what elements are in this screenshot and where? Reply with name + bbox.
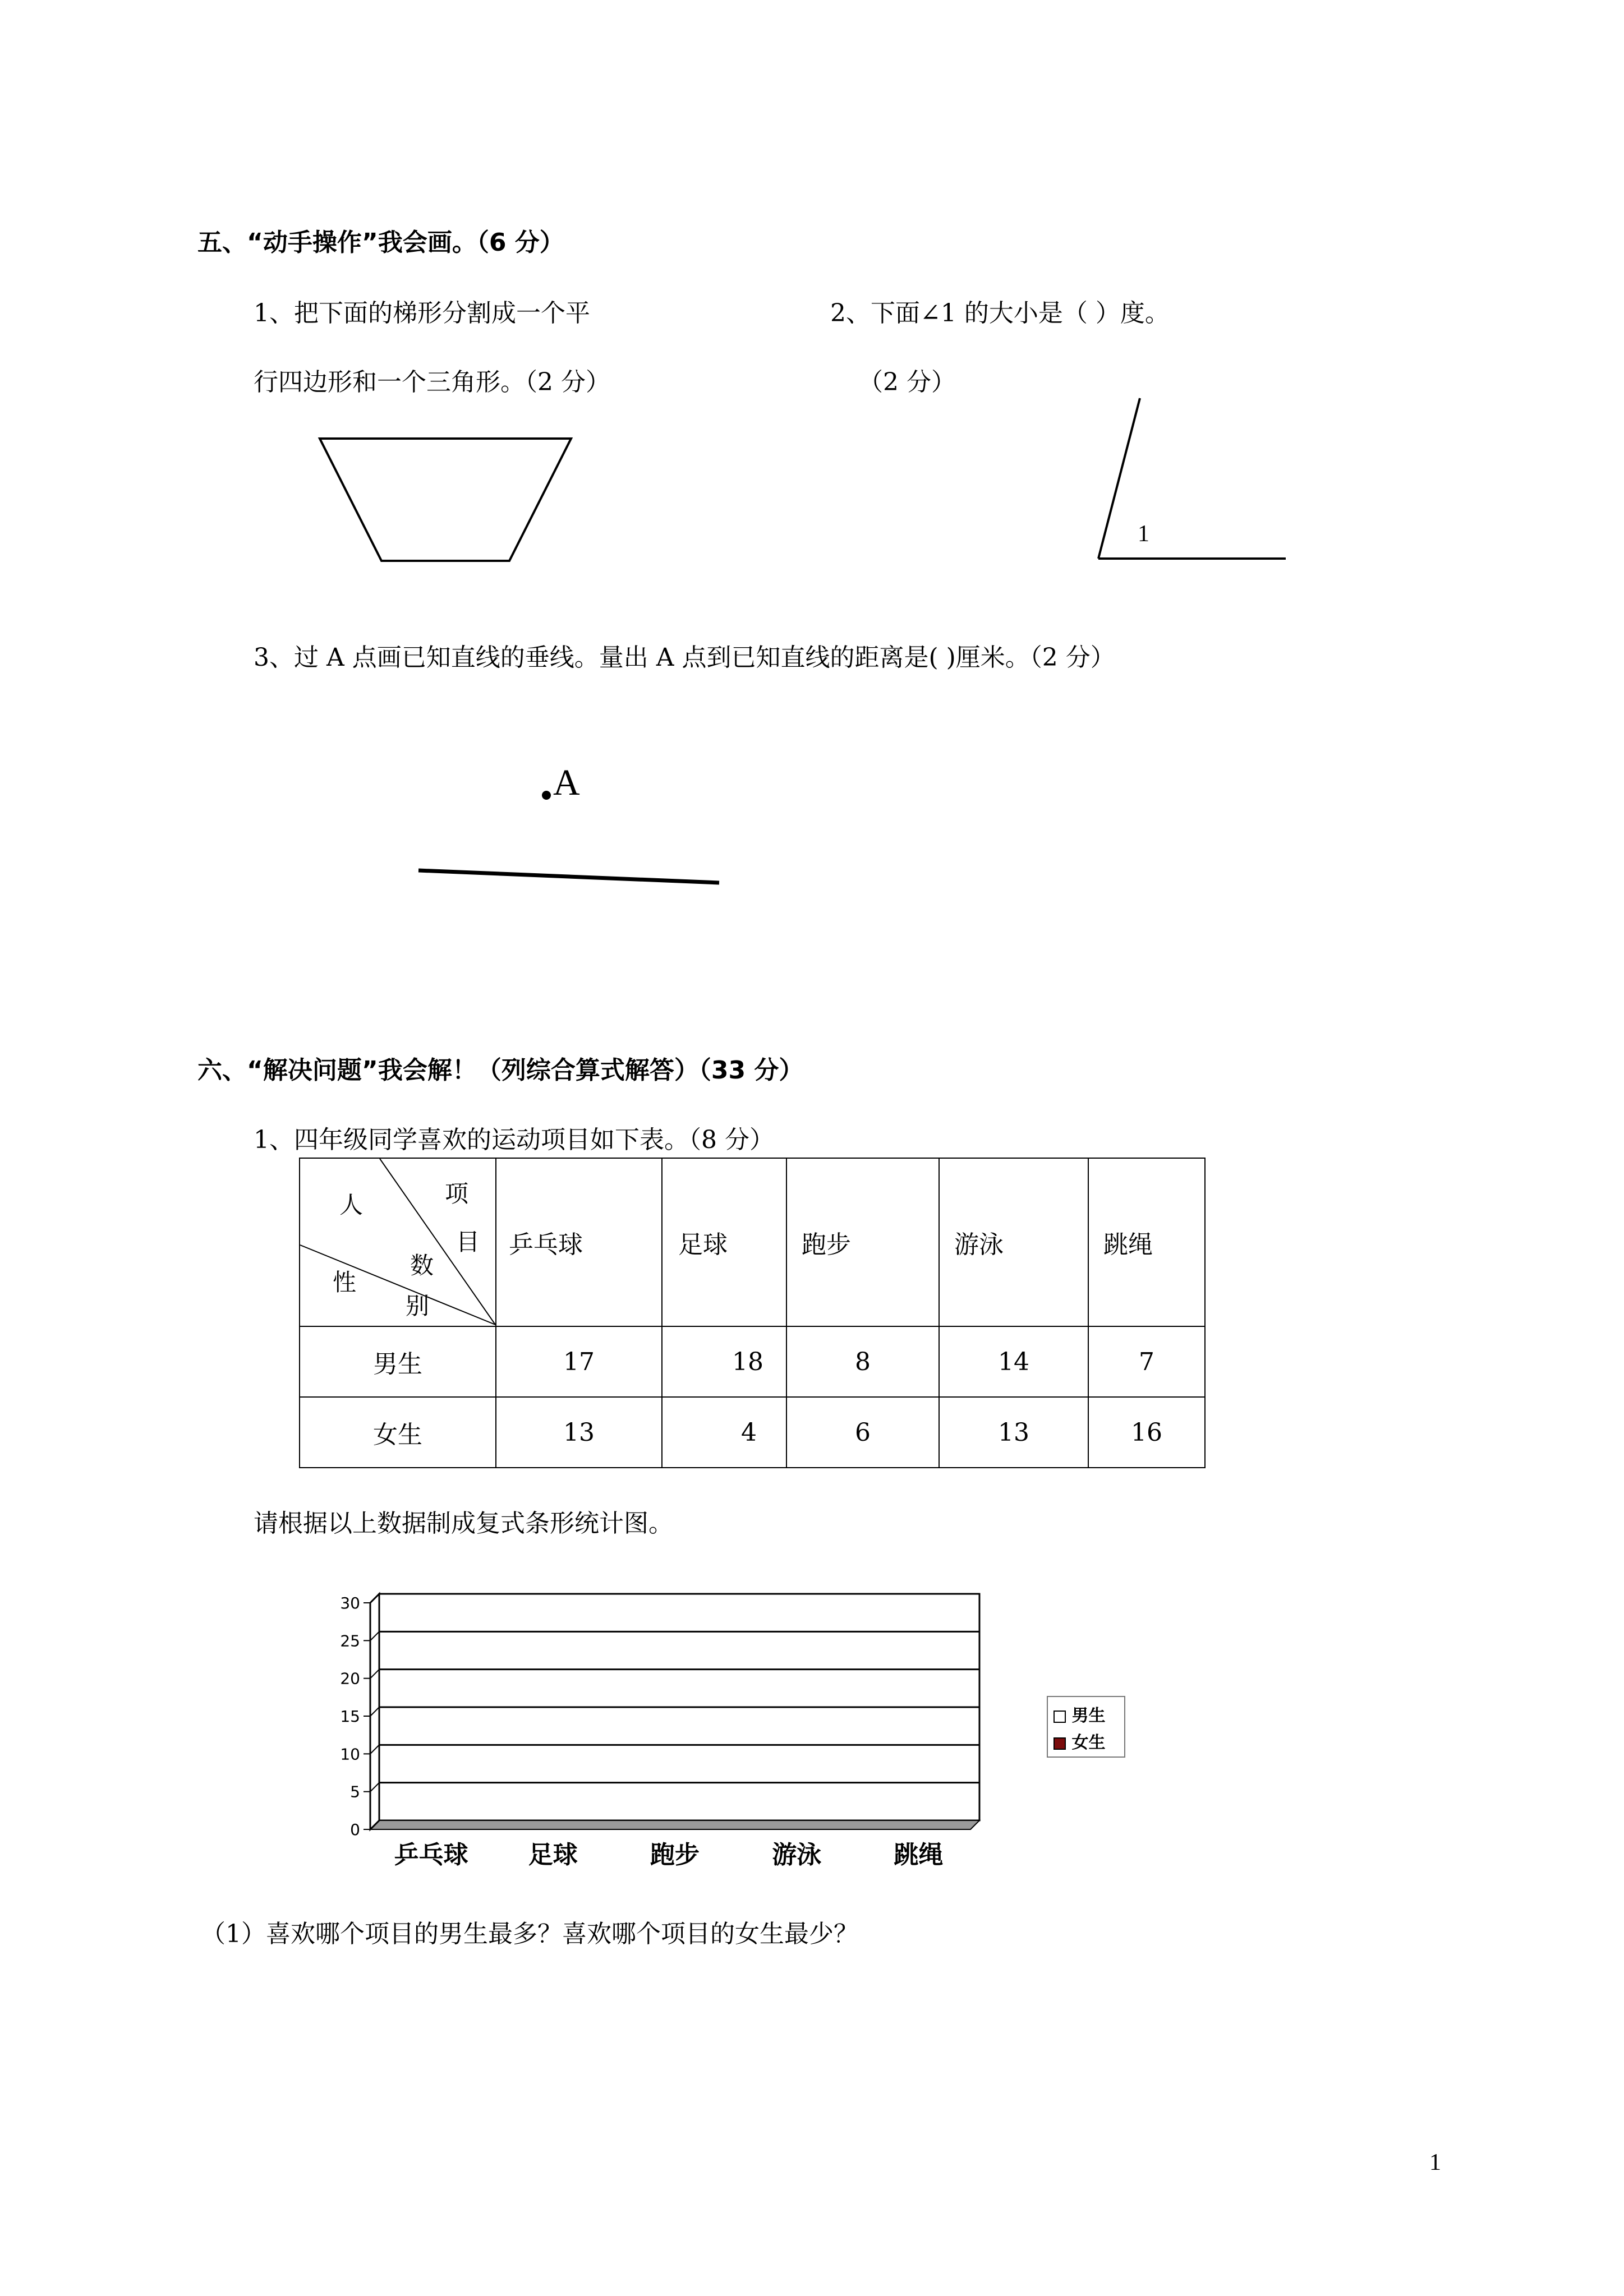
q1-line2: 行四边形和一个三角形。（2 分）	[254, 368, 610, 397]
legend-label-girls: 女生	[1071, 1733, 1106, 1753]
table-cell: 16	[1088, 1397, 1205, 1468]
y-tick-label: 10	[340, 1745, 360, 1764]
q2-line1: 2、下面∠1 的大小是（ ）度。	[830, 299, 1170, 328]
table-cell: 4	[662, 1397, 786, 1468]
q1-sport-title: 1、四年级同学喜欢的运动项目如下表。（8 分）	[254, 1126, 774, 1154]
table-cell: 7	[1088, 1326, 1205, 1397]
table-cell: 13	[939, 1397, 1088, 1468]
row-label-boys: 男生	[300, 1326, 496, 1397]
row-label-girls: 女生	[300, 1397, 496, 1468]
table-cell: 6	[786, 1397, 939, 1468]
diag-label-bie: 别	[406, 1292, 430, 1320]
x-category-label: 跳绳	[894, 1841, 944, 1869]
y-tick-label: 30	[340, 1594, 360, 1612]
col-header-football: 足球	[662, 1158, 786, 1326]
page-number: 1	[1429, 2150, 1441, 2175]
sub-question-1: （1）喜欢哪个项目的男生最多？喜欢哪个项目的女生最少？	[201, 1920, 858, 1948]
section6-title: 六、“解决问题”我会解！（列综合算式解答）（33 分）	[197, 1056, 804, 1085]
y-tick-label: 5	[350, 1782, 360, 1801]
legend-item-boys	[1053, 1702, 1105, 1726]
col-header-running: 跑步	[786, 1158, 939, 1326]
x-category-label: 跑步	[650, 1841, 700, 1869]
col-header-pingpong: 乒乓球	[496, 1158, 662, 1326]
q2-line2: （2 分）	[858, 368, 956, 397]
x-category-label: 乒乓球	[394, 1841, 468, 1869]
angle-label: 1	[1138, 521, 1149, 547]
table-cell: 14	[939, 1326, 1088, 1397]
chart-floor	[370, 1820, 979, 1829]
legend-swatch-girls	[1053, 1737, 1066, 1750]
section5-title: 五、“动手操作”我会画。（6 分）	[197, 228, 564, 257]
diag-label-xing: 性	[333, 1269, 357, 1296]
legend-item-girls	[1053, 1728, 1105, 1753]
y-tick-label: 20	[340, 1669, 360, 1688]
y-tick-label: 15	[340, 1707, 360, 1726]
point-a-label: A	[553, 762, 580, 803]
table-cell: 13	[496, 1397, 662, 1468]
diag-label-mu: 目	[456, 1228, 480, 1256]
col-header-swimming: 游泳	[939, 1158, 1088, 1326]
diag-label-xiang: 项	[445, 1180, 469, 1207]
diag-label-ren: 人	[339, 1191, 364, 1219]
x-category-label: 足球	[528, 1841, 578, 1869]
chart-legend	[1047, 1696, 1125, 1758]
q3-text: 3、过 A 点画已知直线的垂线。量出 A 点到已知直线的距离是( )厘米。（2 分）	[254, 643, 1115, 672]
table-cell: 17	[496, 1326, 662, 1397]
table-cell: 18	[662, 1326, 786, 1397]
chart-instruction: 请根据以上数据制成复式条形统计图。	[254, 1509, 673, 1538]
y-tick-label: 25	[340, 1631, 360, 1650]
q1-line1: 1、把下面的梯形分割成一个平	[254, 299, 590, 328]
x-category-label: 游泳	[772, 1841, 822, 1869]
col-header-rope: 跳绳	[1088, 1158, 1205, 1326]
table-cell: 8	[786, 1326, 939, 1397]
y-tick-label: 0	[350, 1820, 360, 1839]
diag-label-shu: 数	[410, 1252, 434, 1279]
legend-label-boys: 男生	[1071, 1706, 1106, 1726]
legend-swatch-boys	[1053, 1711, 1066, 1723]
